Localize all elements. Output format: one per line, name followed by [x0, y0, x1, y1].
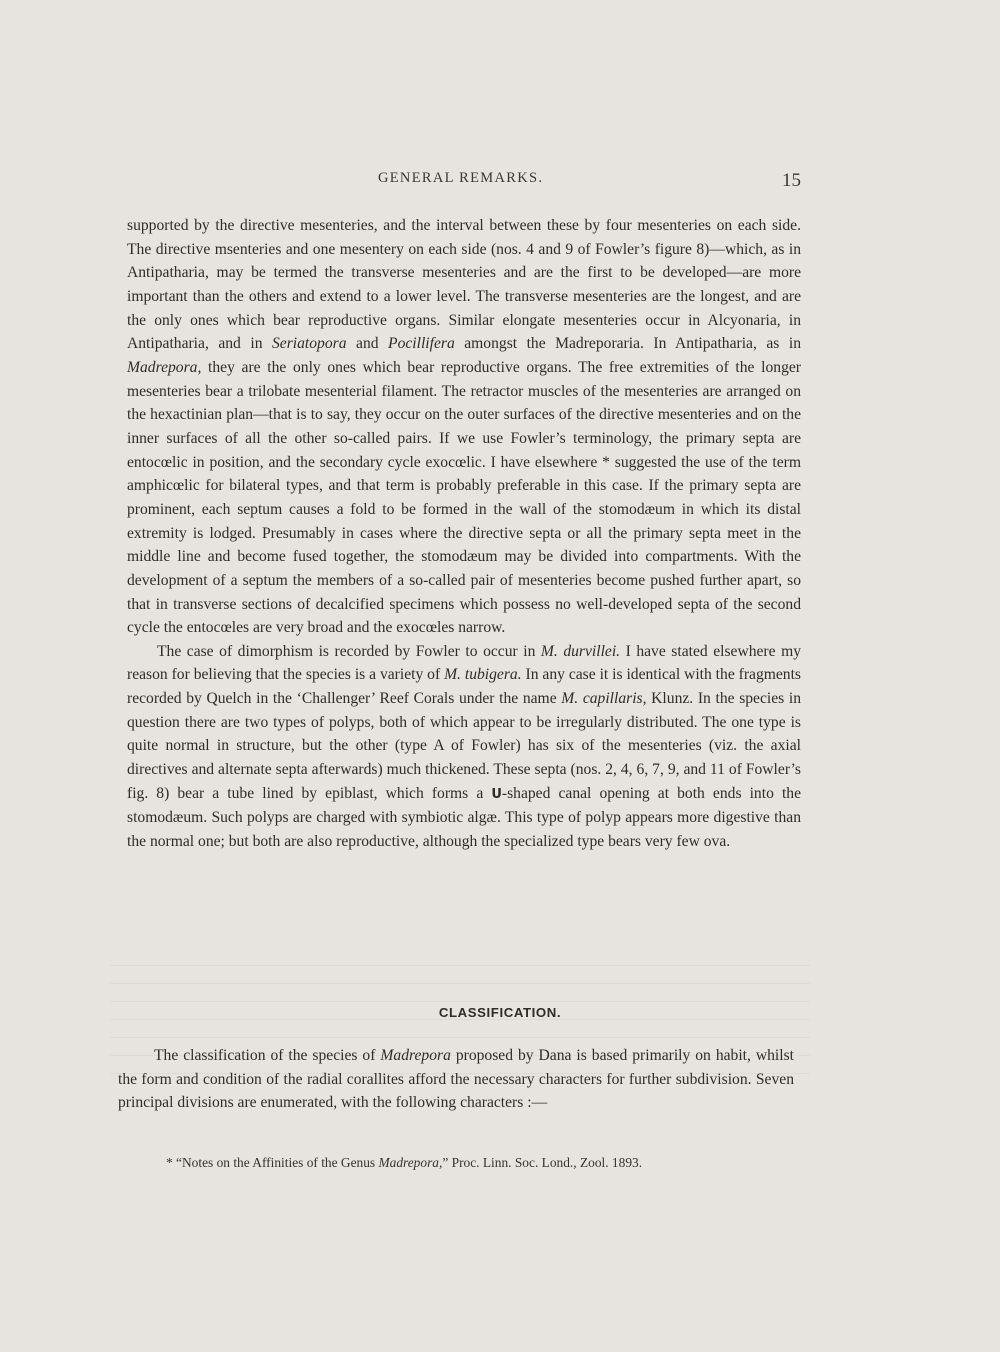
- text-run: supported by the directive mesenteries, and the interval between these by four mesenteries on each side. The directive msenteries and one mesentery on each side (nos. 4 and 9 of Fowler’s figure 8)—which, as in Antipatharia, may be termed the transverse mesenteries and are the first to be developed—are more important than the others and extend to a lower level. The transverse mesenteries are the longest, and are the only ones which bear reproductive organs. Similar elongate mesenteries occur in Alcyonaria, in Antipatharia, and in: [127, 217, 801, 353]
- section-heading-classification: CLASSIFICATION.: [438, 1005, 562, 1020]
- paragraph-classification: [118, 1044, 794, 1115]
- text-run: -shaped canal opening at both ends into the stomodæum. Such polyps are charged with symbiotic algæ. This type of polyp appears more digestive than the normal one; but both are also reproductive, although the specialized type bears very few ova.: [127, 784, 801, 851]
- italic-text-run: Madrepora,: [127, 358, 202, 376]
- text-run: In any case it is identical with the fragments recorded by Quelch in the ‘Challenger’ Reef Corals under the name: [127, 666, 801, 708]
- text-run: Klunz. In the species in question there are two types of polyps, both of which appear to be irregularly distributed. The one type is quite normal in structure, but the other (type A of Fowler) has six of the mesenteries (viz. the axial directives and alternate septa afterwards) much thickened. These septa (nos. 2, 4, 6, 7, 9, and 11 of Fowler’s fig. 8) bear a tube lined by epiblast, which forms a: [127, 690, 802, 802]
- text-run: and: [346, 335, 389, 353]
- footnote: [166, 1155, 642, 1171]
- italic-text-run: M. tubigera.: [444, 666, 522, 684]
- italic-text-run: M. capillaris,: [561, 690, 647, 708]
- paragraph-dimorphism: [127, 640, 801, 854]
- italic-text-run: Madrepora: [380, 1047, 451, 1064]
- italic-text-run: Madrepora,: [378, 1155, 443, 1170]
- paragraph-mesenteries: [127, 214, 801, 640]
- text-run: The case of dimorphism is recorded by Fowler to occur in: [157, 642, 541, 660]
- italic-text-run: Seriatopora: [272, 335, 347, 353]
- italic-text-run: M. durvillei.: [540, 642, 621, 660]
- page-number: 15: [782, 170, 801, 191]
- u-glyph: U: [491, 786, 502, 802]
- text-run: proposed by Dana is based primarily on habit, whilst the form and condition of the radial corallites afford the necessary characters for further subdivision. Seven principal divisions are enumerated, with the following characters :—: [118, 1047, 794, 1112]
- text-run: ” Proc. Linn. Soc. Lond., Zool. 1893.: [442, 1155, 643, 1170]
- text-run: The classification of the species of: [154, 1047, 381, 1064]
- running-title: GENERAL REMARKS.: [378, 170, 544, 186]
- italic-text-run: Pocillifera: [388, 335, 455, 353]
- text-run: * “Notes on the Affinities of the Genus: [166, 1155, 379, 1170]
- text-run: I have stated elsewhere my reason for believing that the species is a variety of: [127, 642, 801, 684]
- text-run: amongst the Madreporaria. In Antipatharia, as in: [454, 335, 801, 353]
- text-run: they are the only ones which bear reproductive organs. The free extremities of the longer mesenteries bear a trilobate mesenterial filament. The retractor muscles of the mesenteries are arranged on the hexactinian plan—that is to say, they occur on the outer surfaces of the directive mesenteries and on the inner surfaces of all the other so-called pairs. If we use Fowler’s terminology, the primary septa are entocœlic in position, and the secondary cycle exocœlic. I have elsewhere * suggested the use of the term amphicœlic for bilateral types, and that term is probably preferable in this case. If the primary septa are prominent, each septum causes a fold to be formed in the wall of the stomodæum in which its distal extremity is lodged. Presumably in cases where the directive septa or all the primary septa meet in the middle line and become fused together, the stomodæum may be divided into compartments. With the development of a septum the members of a so-called pair of mesenteries become pushed further apart, so that in transverse sections of decalcified specimens which possess no well-developed septa of the second cycle the entocœles are very broad and the exocœles narrow.: [127, 358, 801, 637]
- body-text: [127, 214, 801, 854]
